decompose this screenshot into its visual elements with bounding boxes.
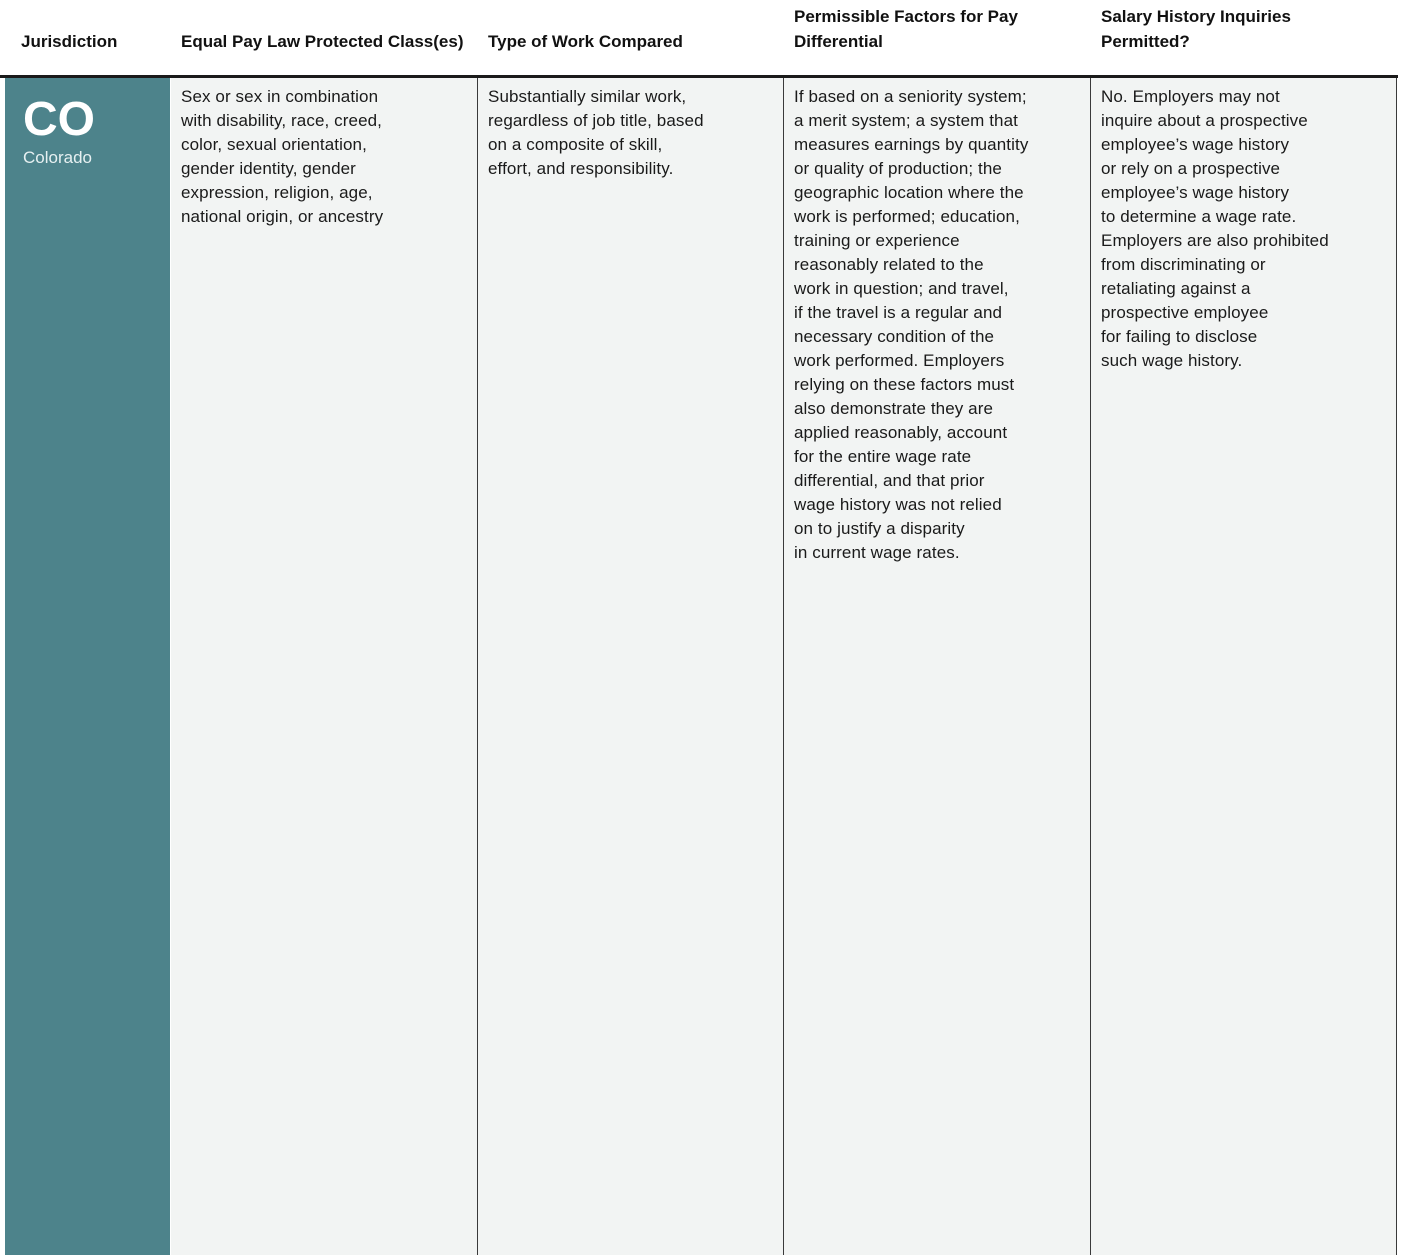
salary-history-cell — [1091, 78, 1397, 1255]
table-header — [0, 0, 1398, 78]
permissible-factors-cell — [784, 78, 1090, 1255]
header-jurisdiction: Jurisdiction — [21, 32, 118, 51]
header-work-compared: Type of Work Compared — [488, 32, 683, 51]
header-permissible-factors: Permissible Factors for Pay Differential — [794, 7, 1018, 51]
state-name: Colorado — [23, 148, 92, 167]
protected-classes-cell — [171, 78, 477, 1255]
salary-history-text: No. Employers may not inquire about a prospective employee’s wage history or rely on a prospective employee’s wage history to determine a wage rate. Employers are also prohibited from discriminating or retaliating against a prospective employee for failing to disclose such wage history. — [1101, 87, 1329, 370]
state-abbreviation: CO — [23, 93, 95, 146]
header-salary-history: Salary History Inquiries Permitted? — [1101, 7, 1291, 51]
work-compared-cell — [478, 78, 783, 1255]
table-row — [0, 78, 1398, 1255]
permissible-factors-text: If based on a seniority system; a merit system; a system that measures earnings by quantity or quality of production; the geographic location where the work is performed; education, training or experience reasonably related to the work in question; and travel, if the travel is a regular and necessary condition of the work performed. Employers relying on these factors must also demonstrate they are applied reasonably, account for the entire wage rate differential, and that prior wage history was not relied on to justify a disparity in current wage rates. — [794, 87, 1029, 562]
work-compared-text: Substantially similar work, regardless of job title, based on a composite of skill, effort, and responsibility. — [488, 87, 704, 178]
protected-classes-text: Sex or sex in combination with disability, race, creed, color, sexual orientation, gender identity, gender expression, religion, age, national origin, or ancestry — [181, 87, 384, 226]
column-divider — [1396, 78, 1397, 1255]
jurisdiction-cell — [5, 78, 170, 1255]
header-protected-classes: Equal Pay Law Protected Class(es) — [181, 32, 464, 51]
